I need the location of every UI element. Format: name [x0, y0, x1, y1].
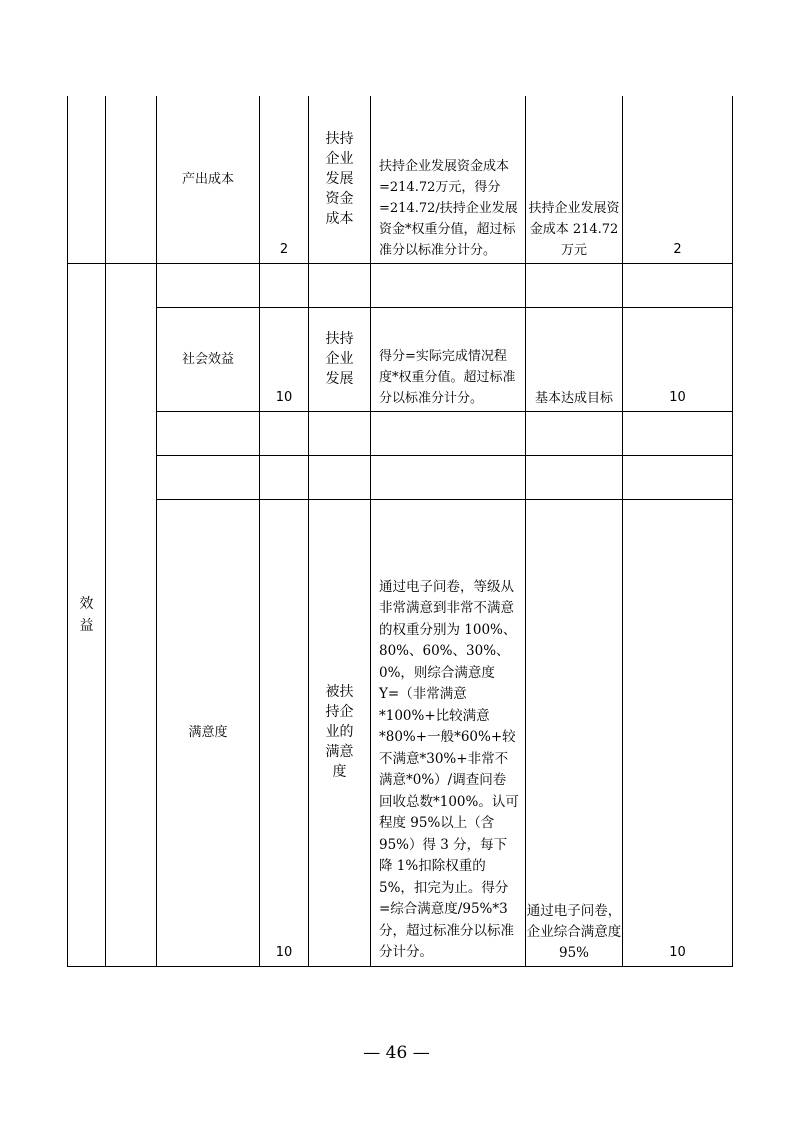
content-text: 扶持企业发展资金成本 [325, 130, 354, 227]
standard-cell: 扶持企业发展资金成本=214.72万元，得分=214.72/扶持企业发展资金*权重分值，超过标准分以标准分计分。 [371, 96, 526, 263]
table-cell [526, 411, 623, 455]
actual-cell: 基本达成目标 [526, 307, 623, 411]
table-row-social-benefit [68, 307, 733, 411]
table-cell [309, 263, 371, 307]
table-cell [371, 263, 526, 307]
table-cell [623, 263, 733, 307]
table-cell [157, 411, 260, 455]
table-cell [157, 263, 260, 307]
table-cell [309, 411, 371, 455]
table-row-empty [68, 411, 733, 455]
actual-cell: 扶持企业发展资金成本 214.72 万元 [526, 96, 623, 263]
sub-dimension-cell-top [106, 96, 157, 263]
sub-dimension-cell [106, 263, 157, 966]
actual-cell: 通过电子问卷，企业综合满意度 95% [526, 499, 623, 966]
content-text: 扶持企业发展 [325, 330, 354, 387]
table-cell [260, 455, 309, 499]
performance-table [67, 96, 733, 967]
weight-cell: 2 [260, 96, 309, 263]
standard-cell: 通过电子问卷，等级从非常满意到非常不满意的权重分别为 100%、80%、60%、30%、0%，则综合满意度 Y=（非常满意*100%+比较满意*80%+一般*60%+较不满意*30%+非常不满意*0%）/调查问卷回收总数*100%。认可程度 95%以上（含 95%）得 3 分，每下降 1%扣除权重的 5%，扣完为止。得分=综合满意度/95%*3 分，超过标准分以标准分计分。 [371, 499, 526, 966]
table-cell [623, 411, 733, 455]
table-cell [526, 455, 623, 499]
indicator-cell: 产出成本 [157, 96, 260, 263]
standard-cell: 得分=实际完成情况程度*权重分值。超过标准分以标准分计分。 [371, 307, 526, 411]
content-text: 被扶持企业的满意度 [325, 684, 354, 780]
table-cell [309, 455, 371, 499]
table-cell [260, 411, 309, 455]
table-row-empty [68, 455, 733, 499]
table-cell [623, 455, 733, 499]
table-cell [260, 263, 309, 307]
score-cell: 10 [623, 499, 733, 966]
content-cell [309, 499, 371, 966]
table-cell [371, 411, 526, 455]
content-cell [309, 307, 371, 411]
score-cell: 2 [623, 96, 733, 263]
table-row-satisfaction [68, 499, 733, 966]
content-cell [309, 96, 371, 263]
table-cell [526, 263, 623, 307]
weight-cell: 10 [260, 307, 309, 411]
indicator-cell: 社会效益 [157, 307, 260, 411]
table-row-empty [68, 263, 733, 307]
score-cell: 10 [623, 307, 733, 411]
dimension-cell [68, 263, 106, 966]
page-number: — 46 — [363, 1043, 430, 1063]
table-cell [157, 455, 260, 499]
dimension-cell-top [68, 96, 106, 263]
table-cell [371, 455, 526, 499]
indicator-cell: 满意度 [157, 499, 260, 966]
table-row-output-cost [68, 96, 733, 263]
dimension-label: 效益 [79, 595, 94, 634]
weight-cell: 10 [260, 499, 309, 966]
